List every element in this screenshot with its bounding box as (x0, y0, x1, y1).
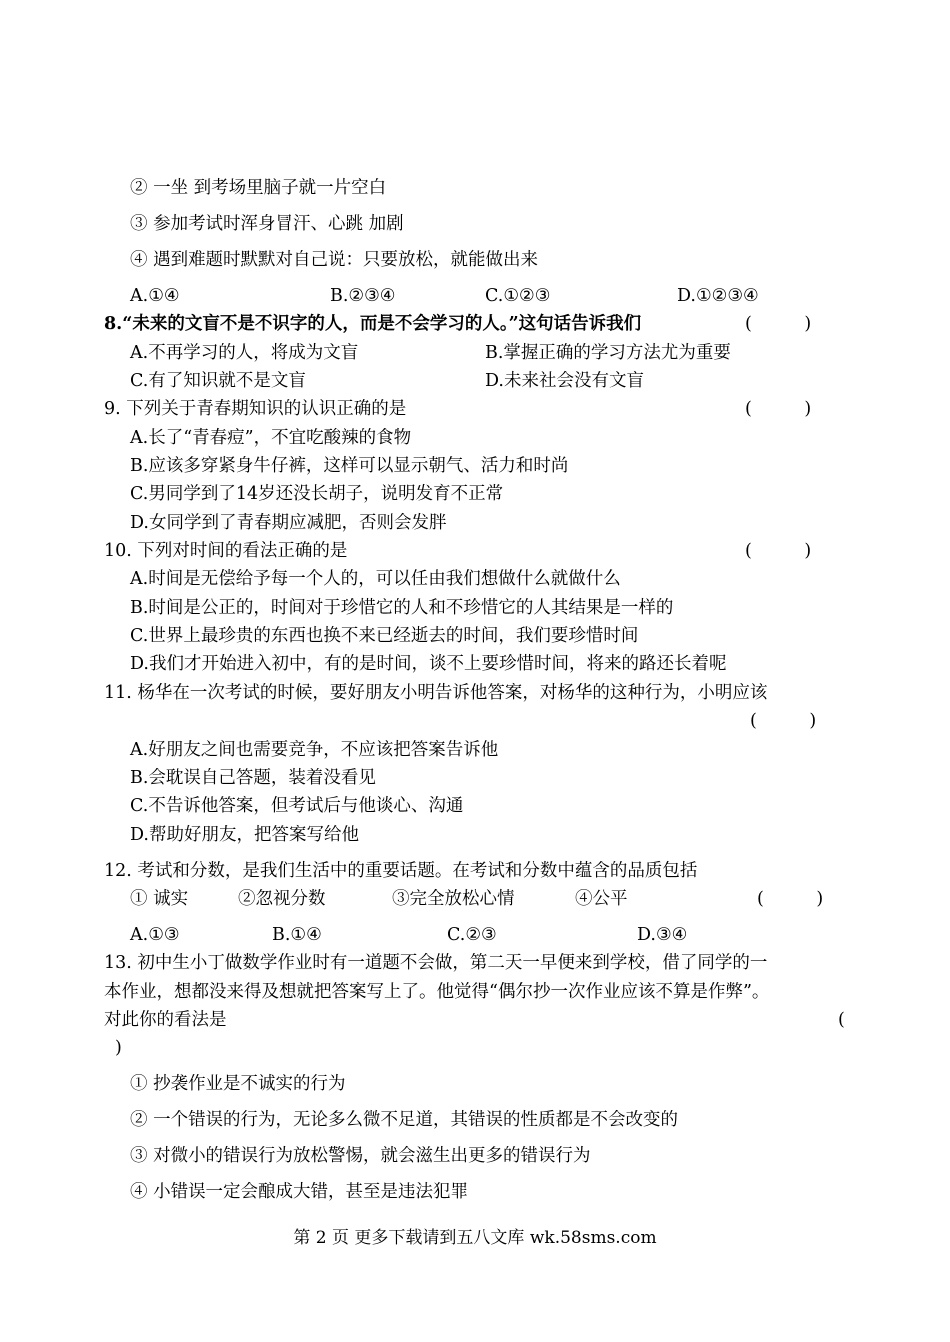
prev-option-b: B.②③④ (330, 286, 396, 306)
prev-option-c: C.①②③ (485, 286, 551, 306)
page-footer: 第 2 页 更多下载请到五八文库 wk.58sms.com (293, 1228, 657, 1248)
q8-option-d: D.未来社会没有文盲 (485, 371, 644, 391)
q8-stem: 8.“未来的文盲不是不识字的人，而是不会学习的人。”这句话告诉我们 (104, 314, 642, 334)
q10-option-a: A.时间是无偿给予每一个人的，可以任由我们想做什么就做什么 (130, 569, 621, 589)
q12-option-a: A.①③ (130, 925, 180, 945)
q13-stem-line-2: 本作业，想都没来得及想就把答案写上了。他觉得“偶尔抄一次作业应该不算是作弊”。 (104, 982, 770, 1002)
q9-stem: 9. 下列关于青春期知识的认识正确的是 (104, 399, 407, 419)
q9-option-b: B.应该多穿紧身牛仔裤，这样可以显示朝气、活力和时尚 (130, 456, 569, 476)
q13-item-2: ② 一个错误的行为，无论多么微不足道，其错误的性质都是不会改变的 (130, 1110, 679, 1130)
q12-option-b: B.①④ (272, 925, 322, 945)
q8-answer-paren: ( ) (745, 314, 812, 334)
q13-stem-line-1: 13. 初中生小丁做数学作业时有一道题不会做，第二天一早便来到学校，借了同学的一 (104, 953, 768, 973)
q10-option-c: C.世界上最珍贵的东西也换不来已经逝去的时间，我们要珍惜时间 (130, 626, 639, 646)
q11-option-d: D.帮助好朋友，把答案写给他 (130, 825, 359, 845)
q12-answer-paren: ( ) (757, 889, 824, 909)
q9-option-a: A.长了“青春痘”，不宜吃酸辣的食物 (130, 428, 412, 448)
prev-item-3: ③ 参加考试时浑身冒汗、心跳 加剧 (130, 214, 404, 234)
q13-item-4: ④ 小错误一定会酿成大错，甚至是违法犯罪 (130, 1182, 469, 1202)
q11-option-c: C.不告诉他答案，但考试后与他谈心、沟通 (130, 796, 464, 816)
q8-option-c: C.有了知识就不是文盲 (130, 371, 306, 391)
q12-option-d: D.③④ (637, 925, 688, 945)
prev-item-2: ② 一坐 到考场里脑子就一片空白 (130, 178, 387, 198)
q12-item-1: ① 诚实 (130, 889, 189, 909)
q11-stem: 11. 杨华在一次考试的时候，要好朋友小明告诉他答案，对杨华的这种行为，小明应该 (104, 683, 768, 703)
q11-option-a: A.好朋友之间也需要竞争，不应该把答案告诉他 (130, 740, 499, 760)
q9-answer-paren: ( ) (745, 399, 812, 419)
q8-option-b: B.掌握正确的学习方法尤为重要 (485, 343, 731, 363)
q10-option-b: B.时间是公正的，时间对于珍惜它的人和不珍惜它的人其结果是一样的 (130, 598, 674, 618)
q10-option-d: D.我们才开始进入初中，有的是时间，谈不上要珍惜时间，将来的路还长着呢 (130, 654, 727, 674)
q10-answer-paren: ( ) (745, 541, 812, 561)
q12-item-2: ②忽视分数 (238, 889, 326, 909)
prev-option-d: D.①②③④ (677, 286, 759, 306)
prev-item-4: ④ 遇到难题时默默对自己说：只要放松，就能做出来 (130, 250, 539, 270)
q13-stem-line-3: 对此你的看法是 (104, 1010, 227, 1030)
q11-option-b: B.会耽误自己答题，装着没看见 (130, 768, 376, 788)
q12-item-3: ③完全放松心情 (392, 889, 515, 909)
q9-option-c: C.男同学到了14岁还没长胡子，说明发育不正常 (130, 484, 504, 504)
q11-answer-paren: ( ) (750, 711, 817, 731)
q10-stem: 10. 下列对时间的看法正确的是 (104, 541, 348, 561)
q12-stem: 12. 考试和分数，是我们生活中的重要话题。在考试和分数中蕴含的品质包括 (104, 861, 698, 881)
prev-option-a: A.①④ (130, 286, 180, 306)
q13-paren-close: ) (115, 1038, 122, 1058)
q13-item-1: ① 抄袭作业是不诚实的行为 (130, 1074, 346, 1094)
q8-option-a: A.不再学习的人，将成为文盲 (130, 343, 359, 363)
q12-item-4: ④公平 (575, 889, 628, 909)
q12-option-c: C.②③ (447, 925, 497, 945)
q13-paren-open: ( (838, 1010, 845, 1030)
q13-item-3: ③ 对微小的错误行为放松警惕，就会滋生出更多的错误行为 (130, 1146, 591, 1166)
q9-option-d: D.女同学到了青春期应减肥，否则会发胖 (130, 513, 447, 533)
